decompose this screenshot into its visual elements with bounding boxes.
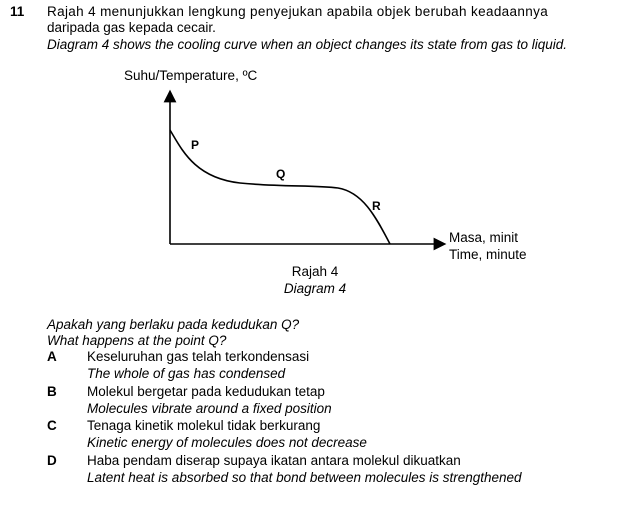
option-a-malay[interactable]: Keseluruhan gas telah terkondensasi [87, 349, 310, 364]
option-d-letter[interactable]: D [47, 453, 57, 468]
option-d-malay[interactable]: Haba pendam diserap supaya ikatan antara molekul dikuatkan [87, 453, 461, 468]
cooling-curve [170, 130, 390, 244]
question-english: Diagram 4 shows the cooling curve when an object changes its state from gas to liquid. [47, 37, 568, 52]
diagram-caption-english: Diagram 4 [283, 281, 347, 296]
question-number: 11 [10, 4, 25, 19]
option-b-letter[interactable]: B [47, 384, 57, 399]
diagram-caption-malay: Rajah 4 [291, 264, 339, 279]
x-axis-label-malay: Masa, minit [449, 230, 519, 245]
option-c-malay[interactable]: Tenaga kinetik molekul tidak berkurang [87, 418, 321, 433]
option-b-malay[interactable]: Molekul bergetar pada kedudukan tetap [87, 384, 325, 399]
option-c-english[interactable]: Kinetic energy of molecules does not decrease [87, 435, 367, 450]
point-p-label: P [191, 138, 200, 152]
prompt-malay: Apakah yang berlaku pada kedudukan Q? [47, 317, 300, 332]
option-a-letter[interactable]: A [47, 349, 57, 364]
x-axis-label-english: Time, minute [449, 247, 527, 262]
question-malay-line1: Rajah 4 menunjukkan lengkung penyejukan apabila objek berubah keadaannya [47, 4, 549, 19]
option-d-english[interactable]: Latent heat is absorbed so that bond between molecules is strengthened [87, 470, 522, 485]
option-a-english[interactable]: The whole of gas has condensed [87, 366, 286, 381]
option-c-letter[interactable]: C [47, 418, 57, 433]
option-b-english[interactable]: Molecules vibrate around a fixed position [87, 401, 332, 416]
point-r-label: R [372, 199, 381, 213]
point-q-label: Q [276, 167, 286, 181]
y-axis-label: Suhu/Temperature, ºC [124, 68, 258, 83]
question-malay-line2: daripada gas kepada cecair. [47, 20, 216, 35]
prompt-english: What happens at the point Q? [47, 333, 227, 348]
